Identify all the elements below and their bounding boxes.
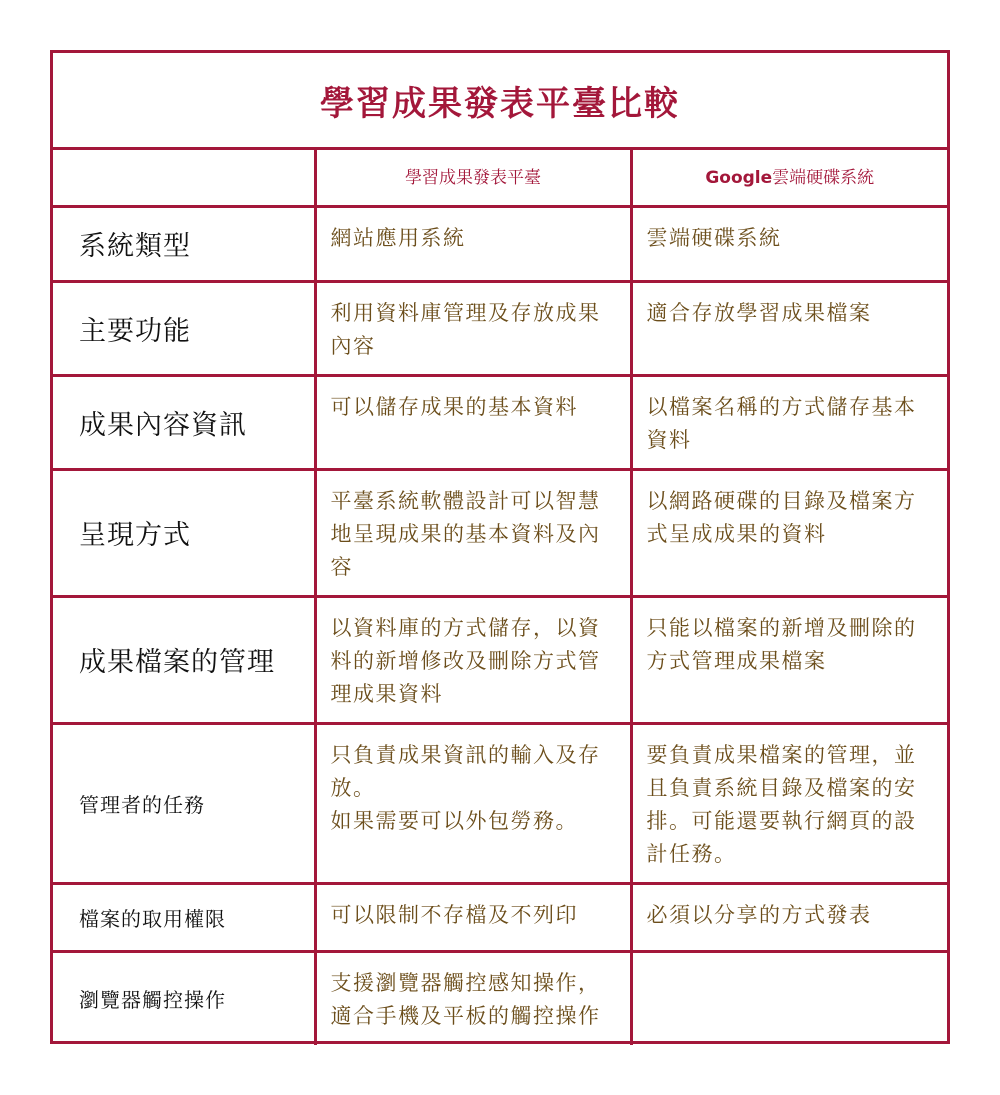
google-cell: 以網路硬碟的目錄及檔案方 式呈成成果的資料 xyxy=(631,469,947,596)
platform-cell: 利用資料庫管理及存放成果 內容 xyxy=(315,281,631,375)
row-label: 主要功能 xyxy=(53,281,315,375)
table-row xyxy=(53,281,947,375)
platform-cell: 網站應用系統 xyxy=(315,206,631,281)
platform-cell: 可以限制不存檔及不列印 xyxy=(315,883,631,951)
platform-cell: 只負責成果資訊的輸入及存 放。 如果需要可以外包勞務。 xyxy=(315,723,631,883)
comparison-table xyxy=(53,147,947,1045)
google-cell: 要負責成果檔案的管理，並 且負責系統目錄及檔案的安 排。可能還要執行網頁的設 計任務。 xyxy=(631,723,947,883)
google-brand-text: Google xyxy=(705,168,773,189)
table-row xyxy=(53,469,947,596)
table-row xyxy=(53,206,947,281)
table-row xyxy=(53,723,947,883)
row-label: 檔案的取用權限 xyxy=(53,883,315,951)
row-label: 系統類型 xyxy=(53,206,315,281)
comparison-table-frame xyxy=(50,50,950,1044)
google-column-suffix: 雲端硬碟系統 xyxy=(772,168,875,189)
header-empty-cell xyxy=(53,147,315,206)
google-cell: 雲端硬碟系統 xyxy=(631,206,947,281)
platform-cell: 可以儲存成果的基本資料 xyxy=(315,375,631,469)
table-row xyxy=(53,596,947,723)
row-label: 瀏覽器觸控操作 xyxy=(53,951,315,1045)
google-cell: 只能以檔案的新增及刪除的 方式管理成果檔案 xyxy=(631,596,947,723)
row-label: 管理者的任務 xyxy=(53,723,315,883)
google-cell: 以檔案名稱的方式儲存基本 資料 xyxy=(631,375,947,469)
platform-cell: 平臺系統軟體設計可以智慧 地呈現成果的基本資料及內 容 xyxy=(315,469,631,596)
header-row xyxy=(53,147,947,206)
table-row xyxy=(53,883,947,951)
platform-cell: 以資料庫的方式儲存，以資 料的新增修改及刪除方式管 理成果資料 xyxy=(315,596,631,723)
page-title: 學習成果發表平臺比較 xyxy=(53,53,947,150)
table-row xyxy=(53,375,947,469)
google-cell: 必須以分享的方式發表 xyxy=(631,883,947,951)
row-label: 呈現方式 xyxy=(53,469,315,596)
google-cell: 適合存放學習成果檔案 xyxy=(631,281,947,375)
row-label: 成果檔案的管理 xyxy=(53,596,315,723)
row-label: 成果內容資訊 xyxy=(53,375,315,469)
google-cell xyxy=(631,951,947,1045)
column-header-platform: 學習成果發表平臺 xyxy=(315,147,631,206)
column-header-google xyxy=(631,147,947,206)
platform-cell: 支援瀏覽器觸控感知操作， 適合手機及平板的觸控操作 xyxy=(315,951,631,1045)
table-row xyxy=(53,951,947,1045)
